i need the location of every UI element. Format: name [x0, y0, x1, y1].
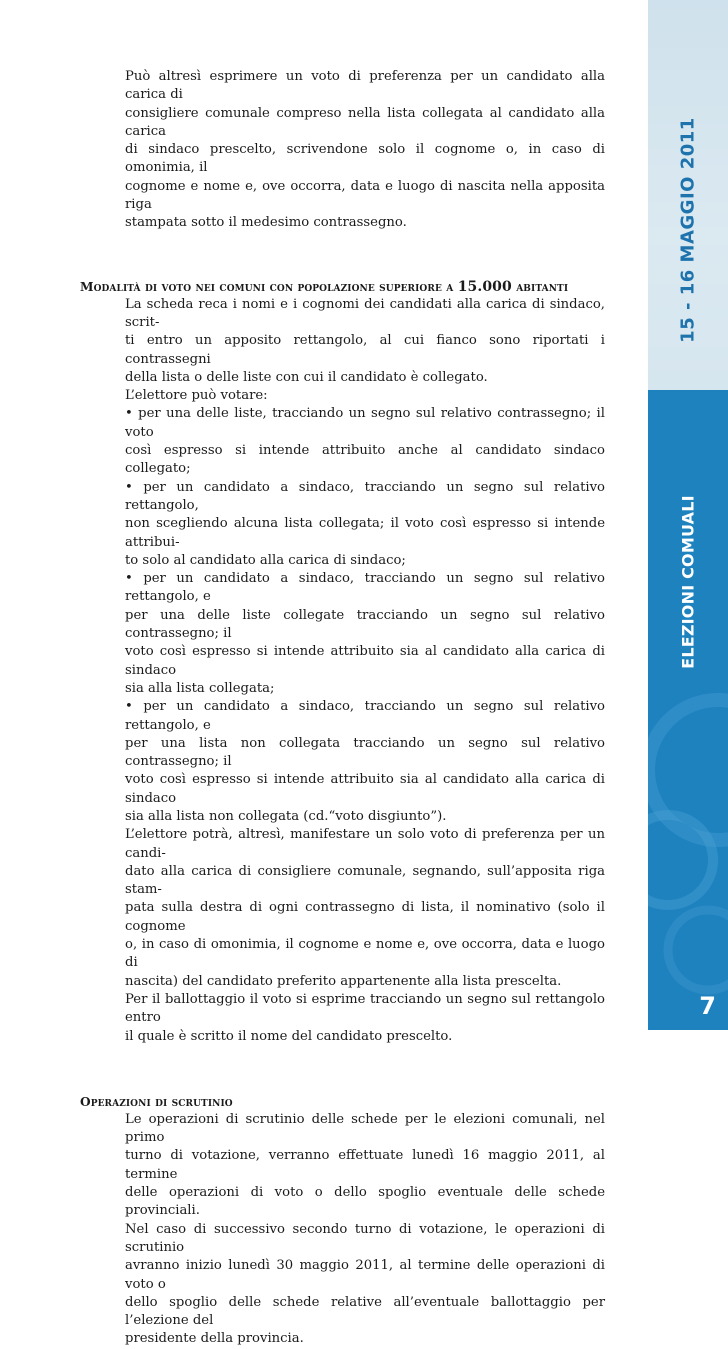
page-text: [80, 68, 605, 1349]
sidebar-bottom-panel: [648, 390, 728, 1030]
scrutiny-body: Le operazioni di scrutinio delle schede per le elezioni comunali, nel primo turno di votazione, verranno effettuate lunedì 16 maggio 2011, al termine delle operazioni di voto o dello spoglio eventuale delle schede provinciali. Nel caso di successivo secondo turno di votazione, le operazioni di scrutinio avranno inizio lunedì 30 maggio 2011, al termine delle operazioni di voto o dello spoglio delle schede relative all’eventuale ballottaggio per l’elezione del presidente della provincia.: [125, 1111, 605, 1347]
section-title-label: ELEZIONI COMUALI: [678, 495, 698, 669]
section-heading-voting-modes: [80, 279, 605, 296]
decorative-circles: [648, 390, 728, 1030]
heading-tail: abitanti: [516, 279, 569, 294]
voting-modes-body: La scheda reca i nomi e i cognomi dei candidati alla carica di sindaco, scrit- ti entro un apposito rettangolo, al cui fianco sono riportati i contrassegni della lista o delle liste con cui il candidato è collegato. L’elettore può votare: • per una delle liste, tracciando un segno sul relativo contrassegno; il voto così espresso si intende attribuito anche al candidato sindaco collegato; • per un candidato a sindaco, tracciando un segno sul relativo rettangolo, non scegliendo alcuna lista collegata; il voto così espresso si intende attribui- to solo al candidato alla carica di sindaco; • per un candidato a sindaco, tracciando un segno sul relativo rettangolo, e per una delle liste collegate tracciando un segno sul relativo contrassegno; il voto così espresso si intende attribuito sia al candidato alla carica di sindaco sia alla lista collegata; • per un candidato a sindaco, tracciando un segno sul relativo rettangolo, e per una lista non collegata tracciando un segno sul relativo contrassegno; il voto così espresso si intende attribuito sia al candidato alla carica di sindaco sia alla lista non collegata (cd.“voto disgiunto”). L’elettore potrà, altresì, manifestare un solo voto di preferenza per un candi- dato alla carica di consigliere comunale, segnando, sull’apposita riga stam- pata sulla destra di ogni contrassegno di lista, il nominativo (solo il cognome o, in caso di omonimia, il cognome e nome e, ove occorra, data e luogo di nascita) del candidato preferito appartenente alla lista prescelta. Per il ballottaggio il voto si esprime tracciando un segno sul rettangolo entro il quale è scritto il nome del candidato prescelto.: [125, 296, 605, 1044]
election-date-label: 15 - 16 MAGGIO 2011: [677, 117, 699, 343]
heading-population-number: 15.000: [457, 278, 512, 295]
heading-text: Modalità di voto nei comuni con popolazione superiore a: [80, 279, 454, 294]
intro-paragraph: Può altresì esprimere un voto di preferenza per un candidato alla carica di consigliere comunale compreso nella lista collegata al candidato alla carica di sindaco prescelto, scrivendone solo il cognome o, in caso di omonimia, il cognome e nome e, ove occorra, data e luogo di nascita nella apposita riga stampata sotto il medesimo contrassegno.: [125, 69, 605, 231]
section-heading-scrutiny: Operazioni di scrutinio: [80, 1094, 233, 1109]
page-number: 7: [699, 992, 716, 1020]
